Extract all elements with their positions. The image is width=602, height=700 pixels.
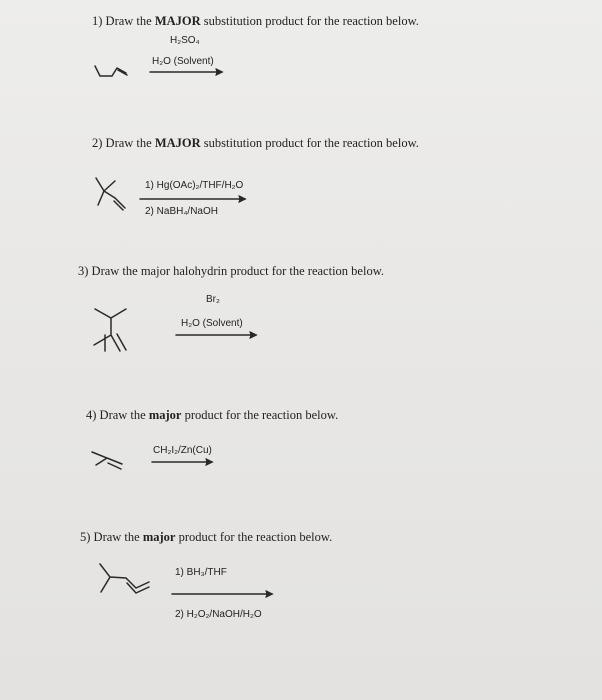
question-1-text-post: substitution product for the reaction below. (200, 14, 419, 28)
question-5-text-post: product for the reaction below. (175, 530, 333, 544)
question-5-reactant-structure (100, 564, 149, 593)
question-3-reagent-top: Br₂ (206, 294, 220, 305)
question-3-number: 3) (78, 264, 89, 278)
question-2-number: 2) (92, 136, 103, 150)
question-2-reagent-top: 1) Hg(OAc)₂/THF/H₂O (145, 180, 244, 191)
question-5-reagent-top: 1) BH₃/THF (175, 567, 227, 578)
question-2-text-pre: Draw the (105, 136, 155, 150)
question-5-emphasis: major (142, 530, 176, 544)
question-1-reagent-bottom: H₂O (Solvent) (152, 56, 214, 67)
question-1-emphasis: MAJOR (154, 14, 201, 28)
question-1-number: 1) (92, 14, 103, 28)
question-4-text-pre: Draw the (99, 408, 149, 422)
question-4-text-post: product for the reaction below. (181, 408, 339, 422)
question-2-emphasis: MAJOR (154, 136, 201, 150)
question-5-number: 5) (80, 530, 91, 544)
question-4-reagent: CH₂I₂/Zn(Cu) (153, 445, 212, 456)
question-3-text: Draw the major halohydrin product for the reaction below. (91, 264, 385, 278)
question-2-reagent-bottom: 2) NaBH₄/NaOH (145, 206, 218, 217)
question-3-reagent-bottom: H₂O (Solvent) (181, 318, 243, 329)
question-5-text-pre: Draw the (93, 530, 143, 544)
question-2-text-post: substitution product for the reaction below. (200, 136, 419, 150)
question-4-number: 4) (86, 408, 97, 422)
question-1-text-pre: Draw the (105, 14, 155, 28)
question-1-reagent-top: H₂SO₄ (170, 35, 200, 46)
question-5-reagent-bottom: 2) H₂O₂/NaOH/H₂O (175, 609, 262, 620)
question-4-emphasis: major (148, 408, 182, 422)
